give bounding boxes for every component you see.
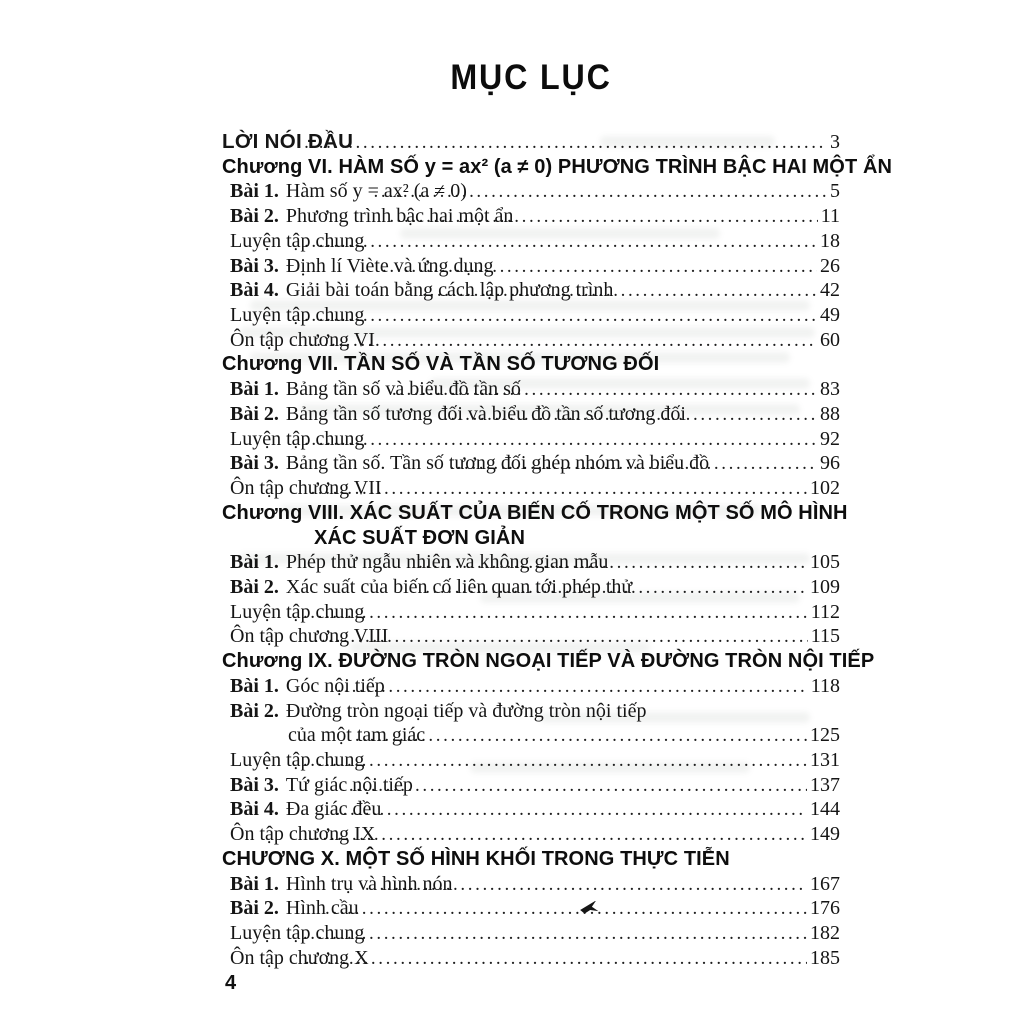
toc-label: của một tam giác bbox=[288, 724, 426, 747]
toc-entry bbox=[222, 699, 840, 724]
dot-leader bbox=[303, 600, 808, 626]
toc-entry bbox=[222, 377, 840, 402]
toc-entry bbox=[222, 402, 840, 427]
toc-label: Hình cầu bbox=[285, 897, 359, 920]
toc-entry bbox=[222, 822, 840, 847]
toc-page-number: 88 bbox=[820, 402, 840, 425]
lesson-prefix: Bài 4. bbox=[230, 798, 279, 821]
toc-entry bbox=[222, 600, 840, 625]
toc-page-number: 83 bbox=[820, 378, 840, 401]
dot-leader bbox=[304, 229, 817, 255]
toc-entry bbox=[222, 476, 840, 501]
toc-page-number: 109 bbox=[810, 575, 840, 598]
toc-entry bbox=[222, 550, 840, 575]
dot-leader bbox=[392, 377, 817, 403]
dot-leader bbox=[325, 896, 807, 922]
dot-leader bbox=[303, 921, 807, 947]
toc-page-number: 3 bbox=[830, 131, 840, 153]
toc-page-number: 49 bbox=[820, 304, 840, 327]
toc-page-number: 131 bbox=[810, 748, 840, 771]
toc-page-number: 60 bbox=[820, 328, 840, 351]
toc-label: Góc nội tiếp bbox=[285, 674, 385, 697]
toc-page-number: 137 bbox=[810, 773, 840, 796]
dot-leader bbox=[389, 204, 817, 230]
toc-page-number: 5 bbox=[830, 180, 840, 203]
toc-chapter-heading bbox=[222, 352, 840, 377]
chapter-label: Chương VIII. XÁC SUẤT CỦA BIẾN CỐ TRONG MỘT SỐ MÔ HÌNH bbox=[222, 501, 848, 524]
lesson-prefix: Bài 1. bbox=[230, 378, 279, 401]
toc-entry bbox=[222, 427, 840, 452]
toc-label: Đường tròn ngoại tiếp và đường tròn nội tiếp bbox=[285, 699, 647, 722]
toc-entry bbox=[222, 254, 840, 279]
toc-label: Bảng tần số tương đối và biểu đồ tần số tương đối bbox=[285, 402, 686, 425]
dot-leader bbox=[425, 575, 807, 601]
chapter-label: Chương VI. HÀM SỐ y = ax² (a ≠ 0) PHƯƠNG TRÌNH BẬC HAI MỘT ẨN bbox=[222, 155, 893, 178]
toc-entry bbox=[222, 328, 840, 353]
toc-entry bbox=[222, 303, 840, 328]
toc-page-number: 18 bbox=[820, 229, 840, 252]
dot-leader bbox=[304, 427, 817, 453]
lesson-prefix: Bài 4. bbox=[230, 279, 279, 302]
toc-page-number: 144 bbox=[810, 798, 840, 821]
toc-page-number: 102 bbox=[810, 477, 840, 500]
toc-entry bbox=[222, 204, 840, 229]
toc-entry bbox=[222, 921, 840, 946]
toc-entry bbox=[222, 896, 840, 921]
toc-page-number: 105 bbox=[810, 551, 840, 574]
toc-page-number: 149 bbox=[810, 823, 840, 846]
dot-leader bbox=[337, 674, 808, 700]
lesson-prefix: Bài 2. bbox=[230, 575, 279, 598]
toc-entry bbox=[222, 624, 840, 649]
toc-label: Luyện tập chung bbox=[230, 304, 365, 327]
folio-page-number: 4 bbox=[225, 972, 237, 994]
dot-leader bbox=[349, 773, 807, 799]
lesson-prefix: Bài 1. bbox=[230, 674, 279, 697]
toc-page-number: 176 bbox=[810, 897, 840, 920]
toc-label: Đa giác đều bbox=[285, 798, 382, 821]
dot-leader bbox=[374, 179, 827, 205]
toc-label: Hàm số y = ax² (a ≠ 0) bbox=[285, 180, 467, 203]
toc-chapter-heading bbox=[222, 155, 893, 180]
dot-leader bbox=[422, 278, 817, 304]
dot-leader bbox=[449, 451, 817, 477]
cursor-smudge-icon bbox=[580, 901, 600, 915]
toc-entry bbox=[222, 797, 840, 822]
toc-entry bbox=[222, 179, 840, 204]
dot-leader bbox=[365, 872, 807, 898]
toc-entry bbox=[222, 674, 840, 699]
lesson-prefix: Bài 2. bbox=[230, 897, 279, 920]
toc-page-number: 11 bbox=[820, 205, 840, 228]
toc-label: Ôn tập chương VI bbox=[230, 328, 375, 351]
toc-label: Giải bài toán bằng cách lập phương trình bbox=[285, 279, 614, 302]
dot-leader bbox=[443, 402, 817, 428]
toc-label: Luyện tập chung bbox=[230, 427, 365, 450]
chapter-label: Chương VII. TẦN SỐ VÀ TẦN SỐ TƯƠNG ĐỐI bbox=[222, 353, 660, 376]
toc-label: Luyện tập chung bbox=[230, 922, 365, 944]
lesson-prefix: Bài 2. bbox=[230, 205, 279, 228]
toc-entry bbox=[222, 451, 840, 476]
toc-label: Luyện tập chung bbox=[230, 229, 365, 252]
toc-label: Phương trình bậc hai một ẩn bbox=[285, 205, 514, 228]
dot-leader bbox=[418, 550, 807, 576]
toc-label: Ôn tập chương IX bbox=[230, 823, 376, 846]
dot-leader bbox=[304, 303, 817, 329]
toc-page-number: 96 bbox=[820, 452, 840, 475]
toc-label: LỜI NÓI ĐẦU bbox=[222, 130, 354, 153]
dot-leader bbox=[308, 822, 807, 848]
dot-leader bbox=[303, 748, 807, 774]
dot-leader bbox=[305, 946, 807, 972]
toc-label: Ôn tập chương X bbox=[230, 946, 369, 969]
lesson-prefix: Bài 3. bbox=[230, 452, 279, 475]
toc-label: Phép thử ngẫu nhiên và không gian mẫu bbox=[285, 551, 609, 574]
chapter-label: XÁC SUẤT ĐƠN GIẢN bbox=[314, 526, 525, 549]
toc-entry bbox=[222, 748, 840, 773]
toc-page-number: 112 bbox=[810, 600, 840, 623]
lesson-prefix: Bài 1. bbox=[230, 180, 279, 203]
toc-entry bbox=[222, 872, 840, 897]
toc-label: Tứ giác nội tiếp bbox=[285, 773, 413, 796]
dot-leader bbox=[355, 723, 807, 749]
toc-page-number: 115 bbox=[810, 625, 840, 648]
toc-label: Ôn tập chương VIII bbox=[230, 625, 389, 648]
toc-entry bbox=[222, 278, 840, 303]
lesson-prefix: Bài 3. bbox=[230, 773, 279, 796]
toc-chapter-heading bbox=[222, 649, 875, 674]
toc-entry bbox=[222, 773, 840, 798]
page-title: MỤC LỤC bbox=[450, 58, 612, 97]
toc-chapter-heading-cont bbox=[222, 526, 840, 551]
toc-entry bbox=[222, 575, 840, 600]
toc-front-matter bbox=[222, 130, 840, 155]
dot-leader bbox=[382, 254, 817, 280]
dot-leader bbox=[297, 130, 827, 156]
toc-page-number: 92 bbox=[820, 427, 840, 450]
toc-label: Luyện tập chung bbox=[230, 748, 365, 771]
toc-page-number: 182 bbox=[810, 922, 840, 944]
toc-entry bbox=[222, 229, 840, 254]
dot-leader bbox=[314, 624, 808, 650]
lesson-prefix: Bài 3. bbox=[230, 254, 279, 277]
toc-page-number: 26 bbox=[820, 254, 840, 277]
table-of-contents bbox=[222, 130, 893, 970]
toc-label: Bảng tần số và biểu đồ tần số bbox=[285, 378, 521, 401]
toc-page-number: 125 bbox=[810, 724, 840, 747]
toc-label: Bảng tần số. Tần số tương đối ghép nhóm và biểu đồ bbox=[285, 452, 710, 475]
lesson-prefix: Bài 1. bbox=[230, 872, 279, 895]
toc-page-number: 167 bbox=[810, 872, 840, 895]
dot-leader bbox=[335, 797, 807, 823]
toc-label: Ôn tập chương VII bbox=[230, 477, 382, 500]
lesson-prefix: Bài 1. bbox=[230, 551, 279, 574]
lesson-prefix: Bài 2. bbox=[230, 699, 279, 722]
chapter-label: Chương IX. ĐƯỜNG TRÒN NGOẠI TIẾP VÀ ĐƯỜNG TRÒN NỘI TIẾP bbox=[222, 650, 875, 673]
dot-leader bbox=[309, 328, 817, 354]
toc-entry bbox=[222, 946, 840, 971]
toc-label: Định lí Viète và ứng dụng bbox=[285, 254, 494, 277]
toc-entry-continuation bbox=[222, 723, 840, 748]
toc-page-number: 42 bbox=[820, 279, 840, 302]
toc-chapter-heading bbox=[222, 501, 848, 526]
toc-label: Hình trụ và hình nón bbox=[285, 872, 453, 895]
chapter-label: CHƯƠNG X. MỘT SỐ HÌNH KHỐI TRONG THỰC TIỄN bbox=[222, 847, 730, 870]
toc-chapter-heading bbox=[222, 847, 840, 872]
toc-page-number: 118 bbox=[810, 674, 840, 697]
dot-leader bbox=[311, 476, 807, 502]
toc-page-number: 185 bbox=[810, 946, 840, 969]
toc-label: Xác suất của biến cố liên quan tới phép thử bbox=[285, 575, 633, 598]
lesson-prefix: Bài 2. bbox=[230, 402, 279, 425]
toc-label: Luyện tập chung bbox=[230, 600, 365, 623]
